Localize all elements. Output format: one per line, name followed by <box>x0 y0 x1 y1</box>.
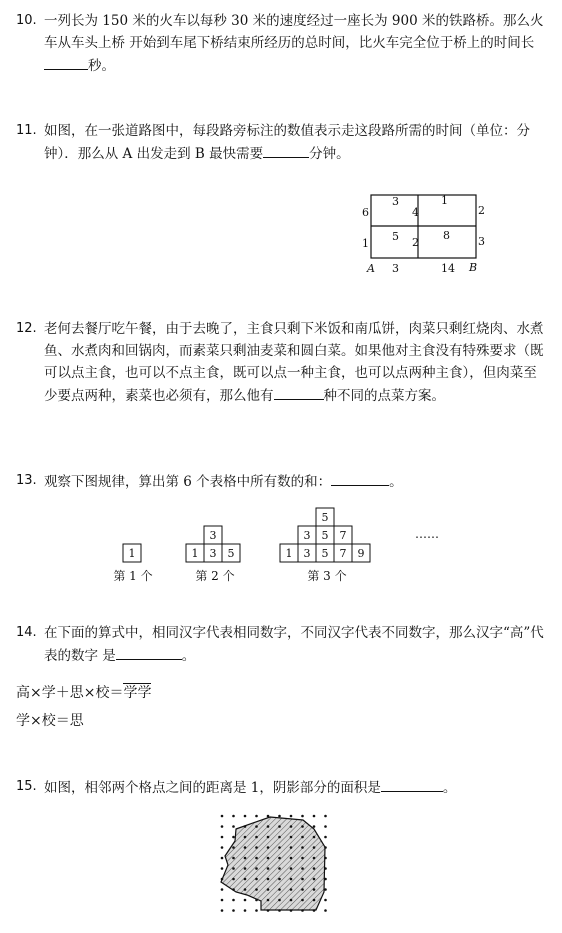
shaded-region <box>221 817 325 910</box>
lattice-dot <box>221 867 224 870</box>
lattice-dot <box>290 836 293 839</box>
lattice-dot <box>324 899 327 902</box>
question-13 <box>16 470 546 493</box>
lattice-dot <box>221 888 224 891</box>
lattice-dot <box>290 909 293 912</box>
lattice-dot <box>313 857 316 860</box>
lattice-dot <box>267 846 270 849</box>
overline-number: 学学 <box>123 685 152 701</box>
lattice-dot <box>278 815 281 818</box>
lattice-dot <box>221 878 224 881</box>
cell-value: 5 <box>321 529 329 542</box>
lattice-dot <box>324 878 327 881</box>
lattice-dot <box>232 899 235 902</box>
cell-value: 1 <box>128 547 136 560</box>
lattice-dot <box>244 815 247 818</box>
lattice-dot <box>255 825 258 828</box>
lattice-dot <box>232 878 235 881</box>
lattice-dot <box>255 878 258 881</box>
cell-value: 5 <box>321 511 329 524</box>
lattice-dot <box>313 888 316 891</box>
lattice-dot <box>232 888 235 891</box>
lattice-dot <box>244 857 247 860</box>
lattice-dot <box>255 846 258 849</box>
question-15 <box>16 776 546 799</box>
lattice-dot <box>255 867 258 870</box>
lattice-dot <box>267 909 270 912</box>
lattice-dot <box>244 909 247 912</box>
lattice-dot <box>221 825 224 828</box>
lattice-dot <box>232 909 235 912</box>
lattice-dot <box>244 878 247 881</box>
point-b-label: B <box>469 261 478 274</box>
edge-label: 5 <box>392 230 399 243</box>
cell-value: 7 <box>339 529 347 542</box>
edge-label: 8 <box>443 229 450 242</box>
cell-value: 1 <box>285 547 293 560</box>
lattice-dot <box>324 825 327 828</box>
lattice-dot <box>221 899 224 902</box>
lattice-dot <box>278 867 281 870</box>
lattice-dot <box>313 836 316 839</box>
lattice-dot <box>301 836 304 839</box>
lattice-dot <box>301 846 304 849</box>
cell-value: 9 <box>357 547 365 560</box>
lattice-dot <box>244 846 247 849</box>
lattice-dot <box>255 899 258 902</box>
lattice-dot <box>255 836 258 839</box>
question-text: 如图，在一张道路图中，每段路旁标注的数值表示走这段路所需的时间（单位：分钟）．那么从 A 出发走到 B 最快需要 分钟。 <box>44 123 530 162</box>
lattice-dot <box>221 909 224 912</box>
lattice-dot <box>255 888 258 891</box>
question-11 <box>16 120 546 165</box>
lattice-dot <box>290 846 293 849</box>
question-12 <box>16 318 546 407</box>
lattice-dot <box>290 825 293 828</box>
lattice-dot <box>313 825 316 828</box>
lattice-dot <box>232 846 235 849</box>
lattice-dot <box>301 888 304 891</box>
lattice-dot <box>301 878 304 881</box>
lattice-dot <box>324 867 327 870</box>
lattice-dot <box>267 836 270 839</box>
lattice-dot <box>232 836 235 839</box>
lattice-dot <box>267 815 270 818</box>
edge-label: 2 <box>478 204 485 217</box>
lattice-dot <box>267 857 270 860</box>
lattice-dot <box>290 857 293 860</box>
lattice-dot <box>278 846 281 849</box>
lattice-dot <box>221 846 224 849</box>
lattice-dot <box>278 909 281 912</box>
lattice-dot <box>278 836 281 839</box>
lattice-dot <box>221 815 224 818</box>
figure-caption: 第 1 个 <box>113 569 153 583</box>
question-number: 12. <box>16 321 37 336</box>
edge-label: 4 <box>412 206 419 219</box>
lattice-dot <box>232 815 235 818</box>
point-a-label: A <box>367 262 375 275</box>
lattice-dot <box>324 836 327 839</box>
lattice-shaded-figure <box>216 810 340 924</box>
lattice-dot <box>324 857 327 860</box>
edge-label: 1 <box>441 194 448 207</box>
answer-blank[interactable] <box>331 470 389 486</box>
answer-blank[interactable] <box>44 54 88 70</box>
lattice-dot <box>255 857 258 860</box>
question-text: 如图，相邻两个格点之间的距离是 1，阴影部分的面积是 。 <box>44 776 546 799</box>
question-text: 在下面的算式中，相同汉字代表相同数字，不同汉字代表不同数字，那么汉字“高”代表的数字 是 。 <box>44 625 544 664</box>
answer-blank[interactable] <box>263 142 309 158</box>
cell-value: 3 <box>209 547 217 560</box>
question-number: 14. <box>16 625 37 640</box>
lattice-dot <box>255 909 258 912</box>
lattice-dot <box>290 867 293 870</box>
lattice-dot <box>267 825 270 828</box>
cell-value: 5 <box>227 547 235 560</box>
lattice-dot <box>244 888 247 891</box>
question-number: 15. <box>16 779 37 794</box>
lattice-dot <box>267 888 270 891</box>
edge-label: 3 <box>392 195 399 208</box>
lattice-dot <box>290 899 293 902</box>
lattice-dot <box>255 815 258 818</box>
lattice-dot <box>301 857 304 860</box>
cell-value: 3 <box>209 529 217 542</box>
lattice-dot <box>244 867 247 870</box>
answer-blank[interactable] <box>274 384 324 400</box>
lattice-dot <box>244 899 247 902</box>
lattice-dot <box>267 878 270 881</box>
lattice-dot <box>324 846 327 849</box>
road-map-diagram <box>355 190 495 280</box>
question-text: 老何去餐厅吃午餐，由于去晚了，主食只剩下米饭和南瓜饼，肉菜只剩红烧肉、水煮鱼、水煮肉和回锅肉，而素菜只剩油麦菜和圆白菜。如果他对主食没有特殊要求（既可以点主食，也可以不点主食，既可以点一种主食，也可以点两种主食），但肉菜至少要点两种，素菜也必须有，那么他有 种不同的点菜方案。 <box>44 321 544 404</box>
lattice-dot <box>267 867 270 870</box>
figure-caption: 第 2 个 <box>195 569 235 583</box>
lattice-dot <box>301 867 304 870</box>
lattice-dot <box>313 867 316 870</box>
question-text: 一列长为 150 米的火车以每秒 30 米的速度经过一座长为 900 米的铁路桥。那么火车从车头上桥 开始到车尾下桥结束所经历的总时间，比火车完全位于桥上的时间长秒。 <box>44 13 544 74</box>
number-pyramid-figures <box>100 500 460 590</box>
question-number: 13. <box>16 473 37 488</box>
lattice-dot <box>290 815 293 818</box>
lattice-dot <box>244 836 247 839</box>
edge-label: 6 <box>362 206 369 219</box>
lattice-dot <box>232 867 235 870</box>
lattice-dot <box>232 825 235 828</box>
lattice-dot <box>221 836 224 839</box>
edge-label: 3 <box>478 235 485 248</box>
lattice-dot <box>324 888 327 891</box>
lattice-dot <box>324 909 327 912</box>
lattice-dot <box>267 899 270 902</box>
edge-label: 3 <box>392 262 399 275</box>
lattice-dot <box>313 909 316 912</box>
lattice-dot <box>301 825 304 828</box>
edge-label: 2 <box>412 236 419 249</box>
lattice-dot <box>301 815 304 818</box>
question-10 <box>16 10 546 77</box>
lattice-dot <box>313 815 316 818</box>
edge-label: 1 <box>362 237 369 250</box>
question-number: 11. <box>16 123 37 138</box>
question-14 <box>16 622 546 667</box>
cell-value: 1 <box>191 547 199 560</box>
lattice-dot <box>278 825 281 828</box>
lattice-dot <box>278 878 281 881</box>
lattice-dot <box>232 857 235 860</box>
cell-value: 3 <box>303 547 311 560</box>
lattice-dot <box>313 846 316 849</box>
cell-value: 5 <box>321 547 329 560</box>
lattice-dot <box>221 857 224 860</box>
lattice-dot <box>301 909 304 912</box>
lattice-dot <box>244 825 247 828</box>
cell-value: 7 <box>339 547 347 560</box>
lattice-dot <box>290 888 293 891</box>
figure-caption: 第 3 个 <box>307 569 347 583</box>
question-text: 观察下图规律，算出第 6 个表格中所有数的和： 。 <box>44 470 546 493</box>
answer-blank[interactable] <box>381 776 443 792</box>
lattice-dot <box>278 899 281 902</box>
lattice-dot <box>278 888 281 891</box>
lattice-dot <box>290 878 293 881</box>
equation-1: 高×学＋思×校＝学学 <box>16 685 152 701</box>
question-number: 10. <box>16 13 37 28</box>
lattice-dot <box>313 878 316 881</box>
ellipsis: …… <box>415 527 439 541</box>
lattice-dot <box>324 815 327 818</box>
answer-blank[interactable] <box>116 644 182 660</box>
lattice-dot <box>278 857 281 860</box>
lattice-dot <box>301 899 304 902</box>
equation-2: 学×校＝思 <box>16 713 84 729</box>
edge-label: 14 <box>441 262 455 275</box>
lattice-dot <box>313 899 316 902</box>
cell-value: 3 <box>303 529 311 542</box>
